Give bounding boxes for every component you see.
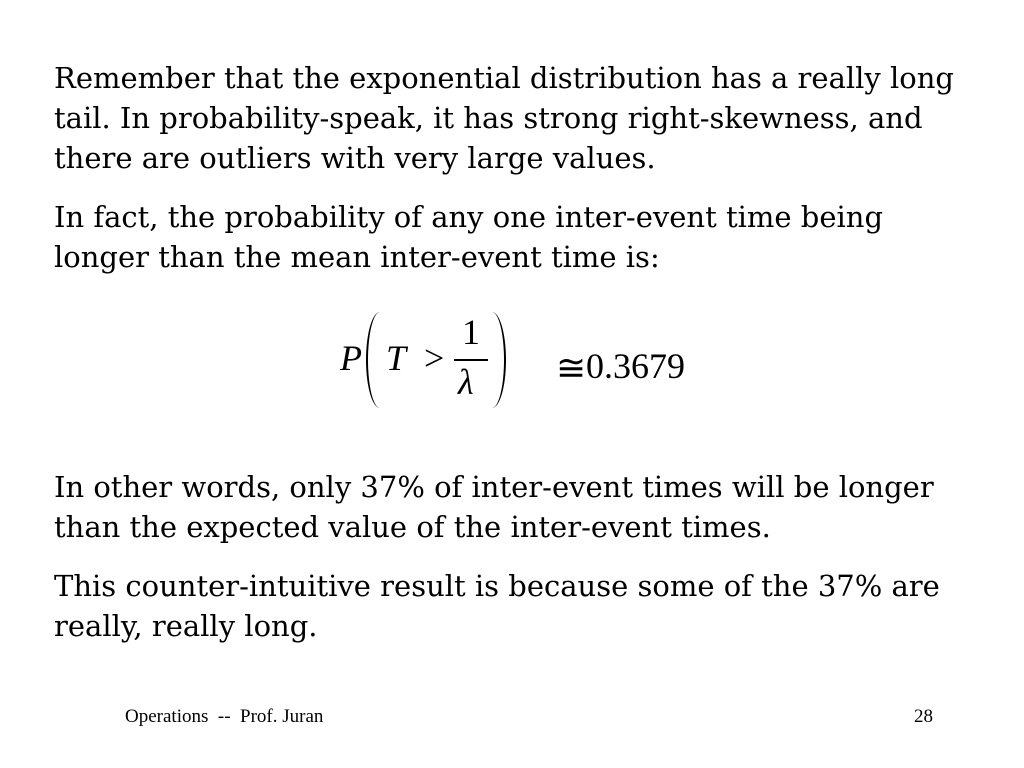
formula-numerator: 1	[462, 312, 480, 352]
formula-approx-symbol: ≅	[556, 348, 587, 388]
formula-value: 0.3679	[586, 346, 685, 386]
paragraph-interpretation: In other words, only 37% of inter-event times will be longer than the expected value of the inter-event times.	[54, 470, 934, 544]
formula-fraction-bar	[454, 359, 488, 361]
formula-prob-symbol: P	[340, 338, 362, 378]
formula-operator: >	[424, 338, 445, 378]
probability-formula	[338, 310, 718, 410]
paragraph-counter-intuitive: This counter-intuitive result is because some of the 37% are really, really long.	[54, 569, 940, 643]
formula-right-paren	[492, 312, 506, 408]
footer-page-number: 28	[914, 706, 933, 727]
paragraph-exponential-tail: Remember that the exponential distribution has a really long tail. In probability-speak, it has strong right-skewness, and there are outliers with very large values.	[54, 61, 954, 175]
formula-variable: T	[386, 338, 407, 378]
formula-left-paren	[366, 312, 380, 408]
paragraph-probability-intro: In fact, the probability of any one inter-event time being longer than the mean inter-event time is:	[54, 200, 884, 274]
formula-denominator: λ	[458, 362, 474, 402]
footer-course-label: Operations -- Prof. Juran	[125, 706, 324, 727]
